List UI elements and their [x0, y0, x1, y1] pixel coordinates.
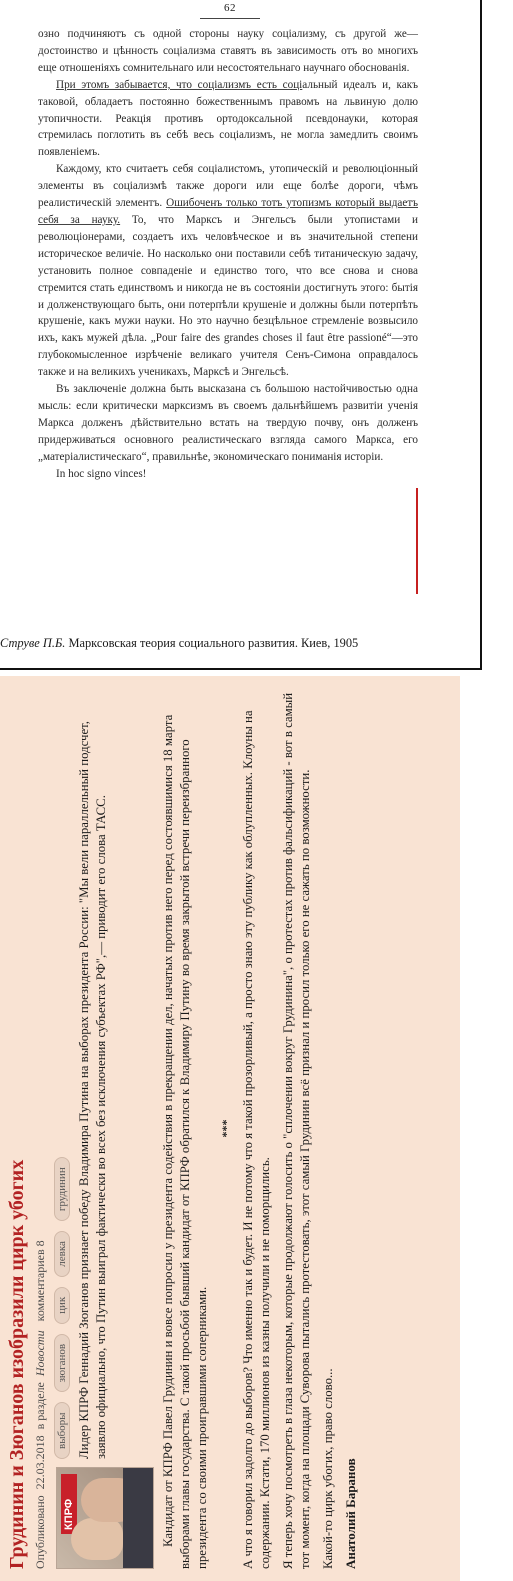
underlined-passage: При этомъ забывается, что соціализмъ есть соці [56, 78, 303, 91]
book-citation [0, 636, 470, 651]
article-paragraph: Кандидат от КПРФ Павел Грудинин и вовсе попросил у президента содействия в прекращении дел, начатых против него перед состоявшимися 18 марта выборами главы государства. С такой просьбой бывший кандидат от КПРФ обратился к Владимиру Путину во время закрытой встречи переизбранного президента со своими проигравшими соперниками. [161, 714, 209, 1569]
text-run: То, что Марксъ и Энгельсъ были утопистами и революціонерами, создаетъ ихъ человѣческое и въ значительной степени историческое величіе. Но насколько они поставили себѣ титаническую задачу, установить полное совпаденіе и единство того, что все снова и снова стремится стать единствомъ и никогда не въ состояніи достигнуть этого: бытія и долженствующаго быть, они потерпѣли крушеніе и должны были потерпѣть крушеніе, какъ мужи науки. Но это научно безцѣльное стремленіе возвысило ихъ, какъ мужей дѣла. „Pour faire des grandes choses il faut être passioné“—это глубокомысленное изрѣченіе великаго учителя Сенъ-Симона оправдалось также и на великихъ ученикахъ, Марксѣ и Энгельсѣ. [38, 213, 418, 379]
text-run: озно подчиняютъ съ одной стороны науку соціализму, съ другой же—достоинство и цѣнность соціализма ставятъ въ зависимость отъ во многихъ еще отношеніяхъ сомнительнаго или несостоятельнаго научнаго обоснованія. [38, 28, 418, 74]
photo-suits [123, 1468, 153, 1568]
text-run: Каждому, кто считаетъ себя соціалистомъ, утопическій и революціонный элементы въ соціализмѣ также дороги или еще болѣе дороги, чѣмъ реалистическій элементъ. [38, 163, 418, 210]
book-paragraph [38, 161, 418, 381]
article-lead-column [54, 688, 154, 1459]
text-run: In hoc signo vinces! [56, 467, 147, 480]
article-lead: Лидер КПРФ Геннадий Зюганов признает победу Владимира Путина на выборах президента России: "Мы вели параллельный подсчет, заявлю официально, что Путин выиграл фактически во всех без исключения субъектах РФ",— приводит его слова ТАСС. [77, 721, 108, 1459]
book-paragraph [38, 466, 418, 483]
article-paragraph: А что я говорил задолго до выборов? Что именно так и будет. И не потому что я такой прозорливый, а просто знаю эту публику как облупленных. Клоуны на содержании. Кстати, 170 миллионов из казны получили и не поморщились. [241, 710, 272, 1569]
text-run: Въ заключеніе должна быть высказана съ большою настойчивостью одна мысль: если критически марксизмъ въ своемъ дальнѣйшемъ развитіи ученія Маркса долженъ дѣйствительно встать на твердую почву, онъ долженъ придерживаться основного реалистическаго взгляда самого Маркса, его „матеріалистическаго“, правильнѣе, экономическаго пониманія исторіи. [38, 383, 418, 463]
page-number-rule [200, 18, 260, 19]
text-run: альный идеалъ и, какъ таковой, обладаетъ постоянно божественнымъ правомъ на львиную долю утопичности. Реакція противъ ортодоксальной псевдонауки, которая стремилась поглотить въ себѣ весь соціализмъ, не могла замедлить своимъ появленіемъ. [38, 78, 418, 159]
book-paragraph [38, 77, 418, 162]
page-right-border [480, 0, 482, 670]
article-paragraph: Я теперь хочу посмотреть в глаза некоторым, которые продолжают голосить о "сплочении вокруг Грудинина", о протестах против фальсификаций - вот в самый тот момент, когда на площади Суворова пытались протестовать, этот самый Грудинин всё признал и просил только его не сажать по возможности. [281, 692, 312, 1569]
red-margin-mark [416, 488, 418, 594]
book-paragraph [38, 381, 418, 466]
book-paragraph [38, 26, 418, 77]
published-label: Опубликовано [33, 1495, 47, 1569]
article-author: Анатолий Баранов [343, 1458, 358, 1569]
underlined-passage: Ошибоченъ только тотъ утопизмъ который выдаетъ себя за науку. [38, 197, 418, 226]
citation-title: Марксовская теория социального развития. Киев, 1905 [65, 636, 359, 650]
citation-author: Струве П.Б. [0, 636, 66, 650]
photo-person-left [71, 1518, 123, 1560]
article-body-row [54, 688, 154, 1569]
news-article [0, 676, 460, 1581]
section-prefix: в разделе [33, 1382, 47, 1430]
page-number: 62 [224, 2, 236, 14]
article-photo [56, 1467, 154, 1569]
article-meta [33, 688, 48, 1569]
comments-count[interactable]: комментариев 8 [33, 1240, 47, 1322]
section-link[interactable]: Новости [33, 1330, 47, 1377]
tag-list [54, 688, 70, 1459]
article-paragraph: Какой-то цирк убогих, право слово... [321, 1368, 335, 1569]
tag-1[interactable]: зюганов [54, 1334, 70, 1393]
article-paragraphs [160, 688, 211, 1569]
section-separator: *** [219, 1119, 233, 1138]
article-paragraphs-continued [240, 688, 337, 1569]
tag-4[interactable]: грудинин [54, 1157, 70, 1221]
article-screenshot-frame [0, 676, 460, 1581]
article-title[interactable]: Грудинин и Зюганов изобразили цирк убогих [6, 1159, 28, 1569]
book-page-scan [0, 0, 513, 672]
tag-0[interactable]: выборы [54, 1402, 70, 1459]
page-bottom-border [0, 668, 482, 670]
tag-2[interactable]: цик [54, 1287, 70, 1324]
tag-3[interactable]: левка [54, 1231, 70, 1277]
party-banner: КПРФ [61, 1474, 77, 1534]
published-date: 22.03.2018 [33, 1435, 47, 1490]
book-body-text [38, 26, 418, 482]
